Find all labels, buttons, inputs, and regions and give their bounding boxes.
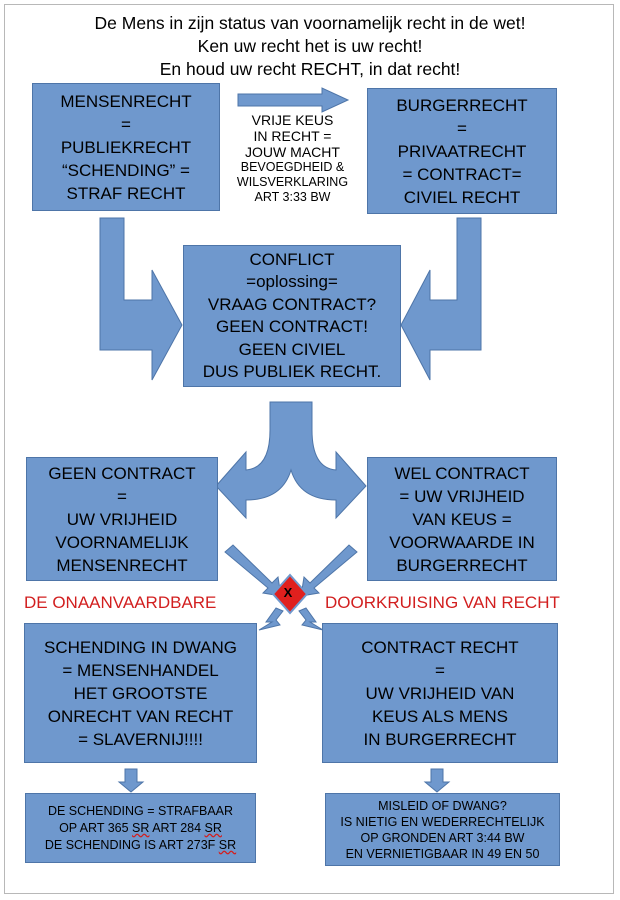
note-left-abbrev: SR [218, 837, 237, 852]
middle-text-article: ART 3:33 BW [254, 190, 331, 204]
arrow-diag-right [301, 545, 357, 596]
arrow-split [216, 402, 366, 518]
box-wel-contract-line: WEL CONTRACT [394, 463, 530, 483]
box-geen-contract-line: MENSENRECHT [56, 555, 188, 575]
box-contract-recht-line: CONTRACT RECHT [361, 637, 519, 657]
middle-text-line: JOUW MACHT [245, 144, 340, 160]
box-geen-contract [26, 457, 218, 581]
middle-text-line: VRIJE KEUS [251, 112, 334, 128]
label-doorkruising: DOORKRUISING VAN RECHT [325, 593, 560, 612]
note-left [25, 793, 256, 863]
heading-line-2: Ken uw recht het is uw recht! [197, 36, 423, 56]
box-wel-contract-line: VAN KEUS = [412, 509, 512, 529]
box-geen-contract-line: GEEN CONTRACT [48, 463, 196, 483]
heading-line-1: De Mens in zijn status van voornamelijk recht in de wet! [94, 13, 526, 33]
note-left-line [59, 820, 222, 837]
note-left-text: DE SCHENDING IS ART 273F [44, 837, 219, 852]
note-left-abbrev: SR [204, 820, 222, 835]
box-wel-contract [367, 457, 557, 581]
note-right-line: EN VERNIETIGBAAR IN 49 EN 50 [345, 846, 540, 861]
note-right-line: MISLEID OF DWANG? [378, 798, 507, 813]
box-schending [24, 623, 257, 763]
note-left-abbrev: SR [132, 820, 150, 835]
arrow-diag-down-left [259, 608, 283, 630]
note-right-line: IS NIETIG EN WEDERRECHTELIJK [340, 814, 545, 829]
box-burgerrecht-line: PRIVAATRECHT [397, 141, 527, 161]
middle-text-small-line: BEVOEGDHEID & [240, 160, 345, 174]
box-conflict-line: =oplossing= [246, 272, 338, 291]
box-mensenrecht-line: STRAF RECHT [66, 183, 186, 203]
box-contract-recht-line: UW VRIJHEID VAN [365, 683, 515, 703]
box-mensenrecht-line: “SCHENDING” = [62, 160, 190, 180]
middle-text-small-line: WILSVERKLARING [236, 175, 349, 189]
box-burgerrecht-line: CIVIEL RECHT [403, 187, 521, 207]
box-wel-contract-line: BURGERRECHT [396, 555, 528, 575]
arrow-diag-down-right [299, 608, 323, 630]
box-burgerrecht-line: = CONTRACT= [402, 164, 522, 184]
middle-text-line: IN RECHT = [253, 128, 332, 144]
box-conflict [183, 245, 401, 387]
box-conflict-line: GEEN CONTRACT! [215, 317, 369, 336]
box-mensenrecht [32, 83, 220, 211]
note-right-line: OP GRONDEN ART 3:44 BW [360, 830, 525, 845]
box-schending-line: HET GROOTSTE [73, 683, 208, 703]
box-contract-recht-line: = [435, 660, 445, 680]
label-onaanvaardbare: DE ONAANVAARDBARE [24, 593, 217, 612]
box-contract-recht-line: IN BURGERRECHT [363, 729, 517, 749]
box-wel-contract-line: VOORWAARDE IN [389, 532, 535, 552]
box-contract-recht [322, 623, 558, 763]
box-schending-line: ONRECHT VAN RECHT [47, 706, 234, 726]
note-left-line [45, 837, 236, 854]
box-conflict-line: GEEN CIVIEL [238, 339, 346, 359]
box-conflict-line: DUS PUBLIEK RECHT. [202, 362, 382, 381]
note-right [325, 793, 560, 866]
arrow-down-right [425, 769, 449, 792]
box-schending-line: = SLAVERNIJ!!!! [78, 729, 203, 749]
note-left-line: DE SCHENDING = STRAFBAAR [47, 803, 234, 818]
box-burgerrecht-line: BURGERRECHT [396, 95, 528, 115]
box-geen-contract-line: UW VRIJHEID [66, 509, 178, 529]
box-mensenrecht-line: PUBLIEKRECHT [60, 137, 192, 157]
arrow-right-top [238, 88, 348, 112]
box-conflict-line: VRAAG CONTRACT? [207, 294, 377, 314]
box-wel-contract-line: = UW VRIJHEID [399, 486, 525, 506]
note-left-text: OP ART 365 [59, 820, 133, 835]
arrow-down-left [119, 769, 143, 792]
arrow-diag-left [225, 545, 281, 596]
cross-mark: X [283, 585, 293, 600]
arrow-right-bend [401, 218, 481, 380]
box-burgerrecht [367, 88, 557, 214]
middle-text [225, 112, 360, 205]
box-geen-contract-line: VOORNAMELIJK [55, 532, 189, 552]
box-mensenrecht-line: = [121, 114, 131, 134]
box-conflict-line: CONFLICT [249, 249, 335, 269]
note-left-text: ART 284 [149, 820, 205, 835]
box-contract-recht-line: KEUS ALS MENS [371, 706, 509, 726]
box-schending-line: = MENSENHANDEL [62, 660, 219, 680]
arrow-left-bend [100, 218, 182, 380]
box-burgerrecht-line: = [457, 118, 467, 138]
heading-line-3: En houd uw recht RECHT, in dat recht! [159, 59, 461, 79]
box-schending-line: SCHENDING IN DWANG [44, 637, 237, 657]
box-mensenrecht-line: MENSENRECHT [60, 91, 192, 111]
box-geen-contract-line: = [117, 486, 127, 506]
